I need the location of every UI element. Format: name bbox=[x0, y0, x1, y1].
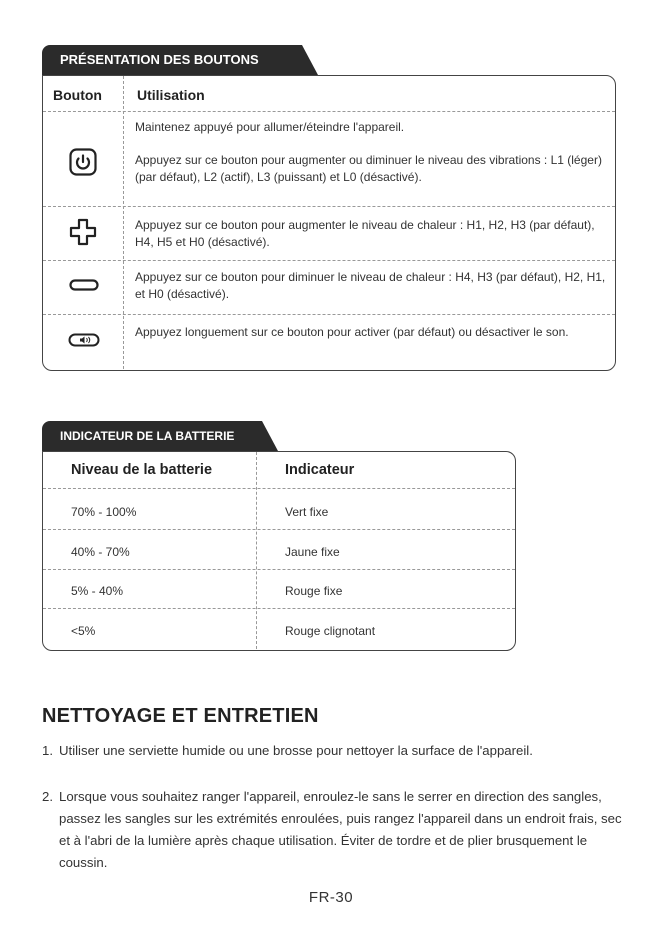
battery-level-2: 40% - 70% bbox=[71, 545, 130, 559]
sound-icon bbox=[68, 333, 100, 352]
cleaning-item-text: Utiliser une serviette humide ou une brosse pour nettoyer la surface de l'appareil. bbox=[59, 743, 533, 758]
battery-indicator-4: Rouge clignotant bbox=[285, 624, 376, 638]
power-icon bbox=[69, 148, 97, 181]
battery-indicator-1: Vert fixe bbox=[285, 505, 329, 519]
buttons-section-title: PRÉSENTATION DES BOUTONS bbox=[42, 45, 302, 75]
button-row-power-text-2: Appuyez sur ce bouton pour augmenter ou diminuer le niveau des vibrations : L1 (léger) (par défaut), L2 (actif), L3 (puissant) et L0 (désactivé). bbox=[135, 153, 602, 184]
cleaning-item-2 bbox=[42, 786, 622, 874]
buttons-section bbox=[42, 45, 616, 371]
col-header-level: Niveau de la batterie bbox=[71, 462, 213, 478]
battery-level-3: 5% - 40% bbox=[71, 584, 124, 598]
buttons-table bbox=[42, 75, 616, 371]
button-row-sound-text: Appuyez longuement sur ce bouton pour activer (par défaut) ou désactiver le son. bbox=[135, 325, 569, 339]
cleaning-item-number: 2. bbox=[42, 789, 53, 804]
battery-section-title: INDICATEUR DE LA BATTERIE bbox=[42, 421, 262, 451]
button-row-plus-text: Appuyez sur ce bouton pour augmenter le niveau de chaleur : H1, H2, H3 (par défaut), H4, H5 et H0 (désactivé). bbox=[135, 218, 595, 249]
button-row-minus-text: Appuyez sur ce bouton pour diminuer le niveau de chaleur : H4, H3 (par défaut), H2, H1, et H0 (désactivé). bbox=[135, 270, 606, 301]
page-number: FR-30 bbox=[308, 889, 354, 906]
battery-indicator-2: Jaune fixe bbox=[285, 545, 340, 559]
battery-level-4: <5% bbox=[71, 624, 96, 638]
battery-table bbox=[42, 451, 516, 651]
cleaning-item-1 bbox=[42, 740, 622, 762]
battery-indicator-3: Rouge fixe bbox=[285, 584, 343, 598]
battery-section bbox=[42, 421, 516, 651]
button-row-power-text-1: Maintenez appuyé pour allumer/éteindre l'appareil. bbox=[135, 120, 405, 134]
cleaning-item-text: Lorsque vous souhaitez ranger l'appareil, enroulez-le sans le serrer en direction des sangles, passez les sangles sur les extrémités enroulées, puis rangez l'appareil dans un endroit frais, sec et à l'abri de la lumière après chaque utilisation. Éviter de tordre et de plier brusquement le coussin. bbox=[59, 789, 622, 870]
minus-icon bbox=[69, 278, 99, 296]
cleaning-item-number: 1. bbox=[42, 743, 53, 758]
col-header-indicator: Indicateur bbox=[285, 462, 355, 478]
cleaning-title: NETTOYAGE ET ENTRETIEN bbox=[42, 705, 319, 727]
battery-level-1: 70% - 100% bbox=[71, 505, 137, 519]
col-header-usage: Utilisation bbox=[137, 87, 205, 103]
plus-icon bbox=[68, 217, 98, 252]
col-header-button: Bouton bbox=[53, 87, 102, 103]
